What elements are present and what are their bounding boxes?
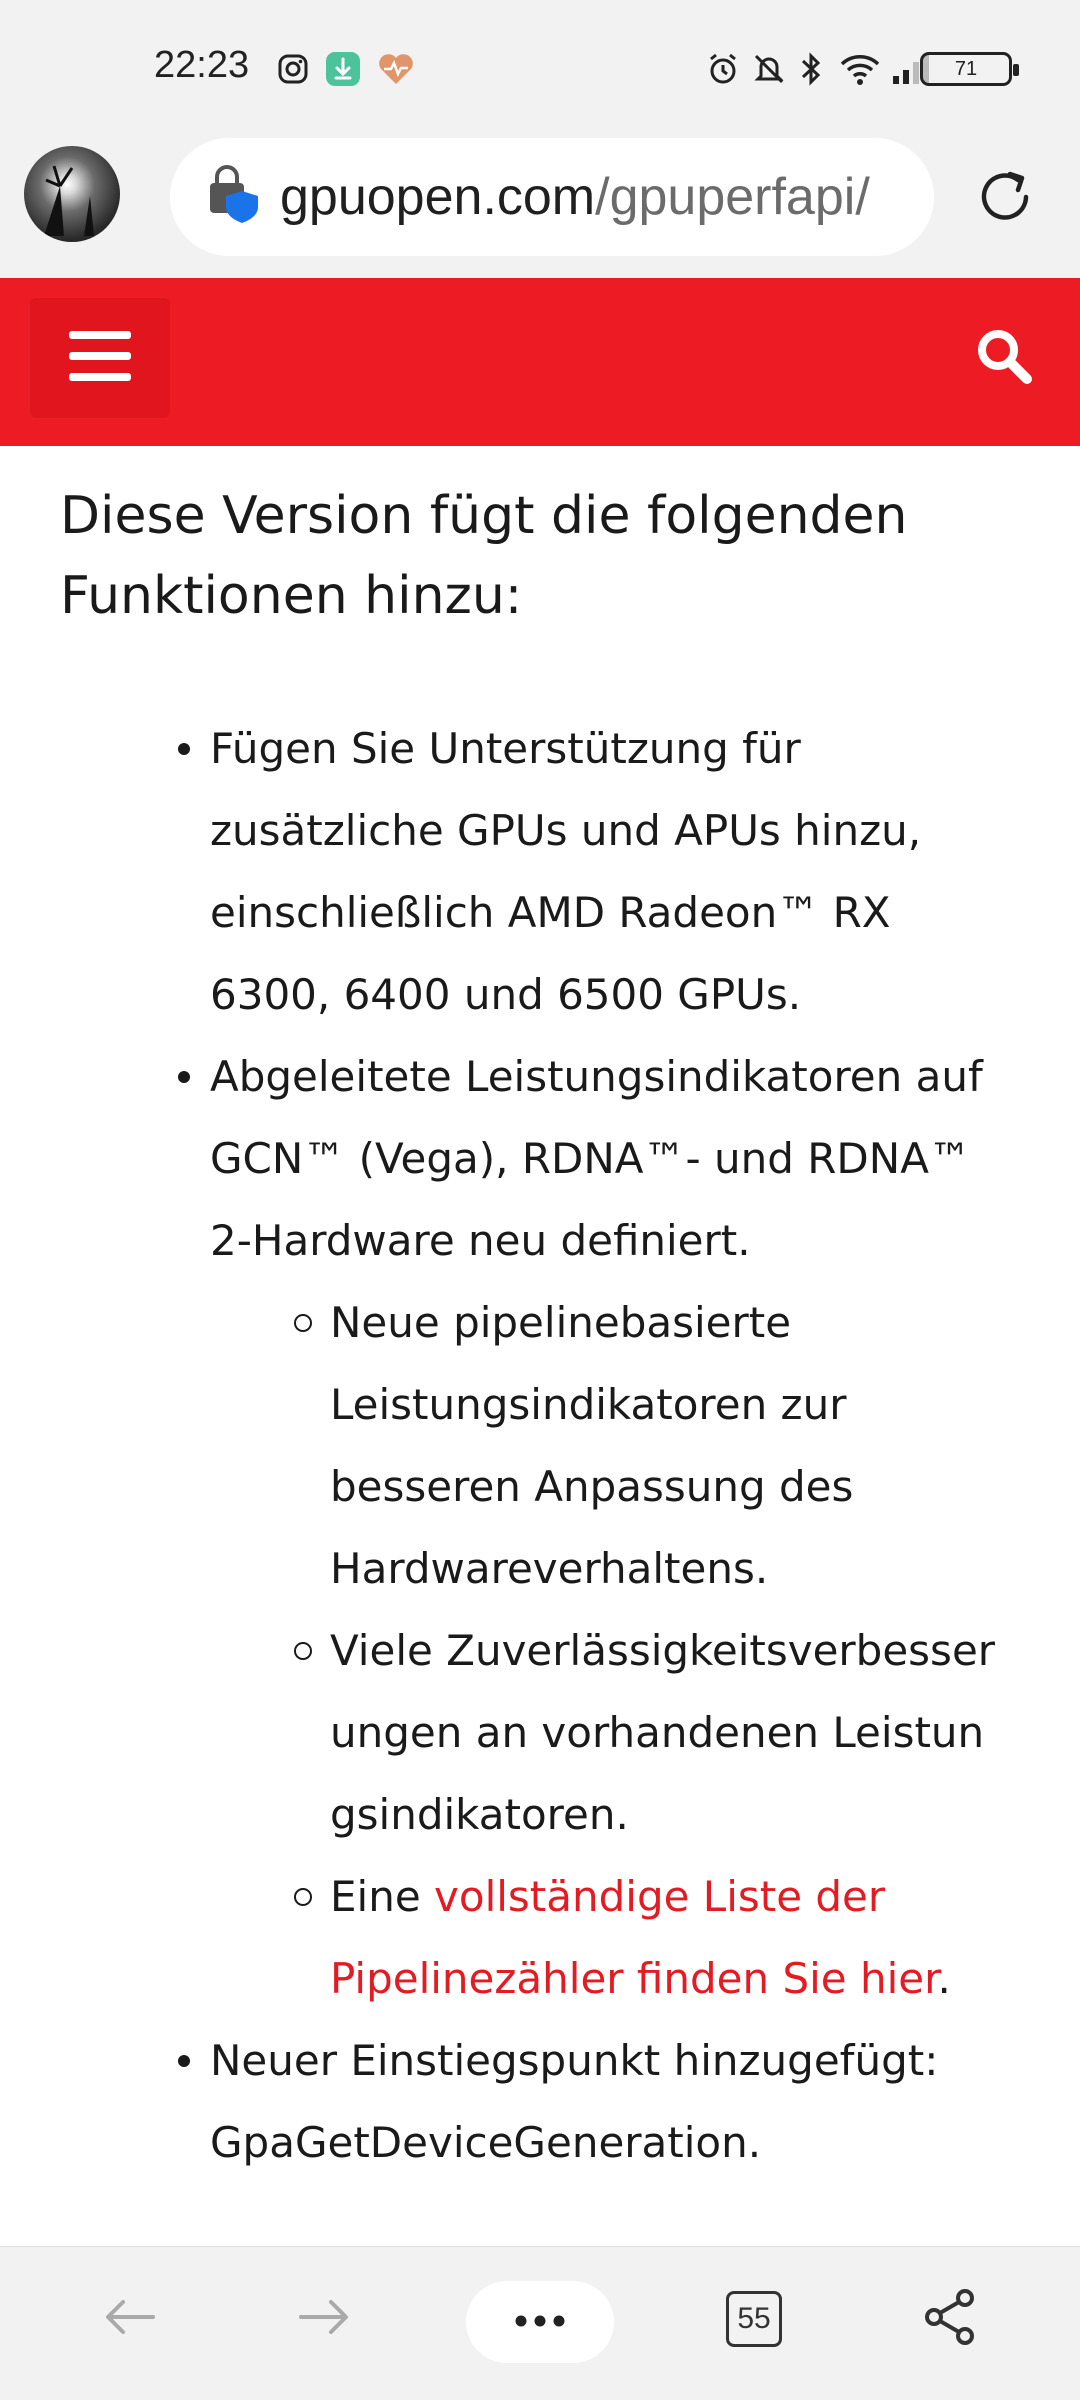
search-button[interactable] [964,318,1044,398]
reload-icon[interactable] [970,162,1040,232]
list-item-text: Fügen Sie Unterstützung für zusätzliche GPUs und APUs hinzu, einschließlich AMD Radeon™ RX 6300, 6400 und 6500 GPUs. [210,724,922,1019]
share-button[interactable] [918,2283,982,2355]
section-heading: Diese Version fügt die folgenden Funktionen hinzu: [60,486,908,626]
avatar[interactable] [24,146,120,242]
sub-list-item-prefix: Eine [330,1872,435,1921]
status-bar [0,0,1080,138]
pipeline-counters-link[interactable]: vollständige Liste der Pipelinezähler finden Sie hier [330,1872,938,2003]
address-bar[interactable] [170,138,934,256]
more-dots-icon [514,2313,566,2332]
url-domain: gpuopen.com [280,168,596,226]
hamburger-menu-icon [69,329,131,387]
health-icon [376,50,416,88]
sub-list [330,1282,1010,2020]
sub-list-item [330,1856,1010,2020]
list-item-text: Neuer Einstiegspunkt hinzugefügt: GpaGetDeviceGeneration. [210,2036,939,2167]
bluetooth-icon [796,50,826,88]
list-item [210,1036,1010,2020]
sub-list-item-suffix: . [937,1954,951,2003]
url-text [280,167,870,227]
back-button[interactable] [92,2283,168,2355]
mute-icon [750,50,788,88]
url-path: /gpuperfapi/ [595,168,870,226]
more-menu-button[interactable] [466,2281,614,2363]
list-item [210,708,1010,1036]
sub-list-item-text: Neue pipelinebasierte Leistungsindikatoren zur besseren Anpassung des Hardwareverhaltens. [330,1298,854,1593]
feature-list [210,708,1010,2184]
lock-shield-icon [204,165,262,229]
site-header [0,278,1080,446]
forward-button[interactable] [286,2283,362,2355]
status-time: 22:23 [154,44,250,86]
tabs-button[interactable] [722,2283,786,2355]
share-icon [923,2288,977,2350]
alarm-icon [704,50,742,88]
wifi-icon [838,50,882,88]
browser-toolbar [0,138,1080,278]
sub-list-item-text: Viele Zuverlässigkeitsverbesserungen an vorhandenen Leistungsindikatoren. [330,1626,996,1839]
download-icon [324,50,362,88]
battery-indicator: 71 [920,52,1012,86]
arrow-left-icon [103,2297,157,2341]
menu-button[interactable] [30,298,170,418]
sub-list-item [330,1282,1010,1610]
article-content [0,446,1080,2246]
instagram-icon [274,50,312,88]
search-icon [974,326,1034,390]
arrow-right-icon [297,2297,351,2341]
bottom-navigation [0,2246,1080,2400]
tab-count: 55 [726,2291,782,2347]
list-item [210,2020,1010,2184]
list-item-text: Abgeleitete Leistungsindikatoren auf GCN™ (Vega), RDNA™- und RDNA™ 2-Hardware neu definiert. [210,1052,983,1265]
sub-list-item [330,1610,1010,1856]
